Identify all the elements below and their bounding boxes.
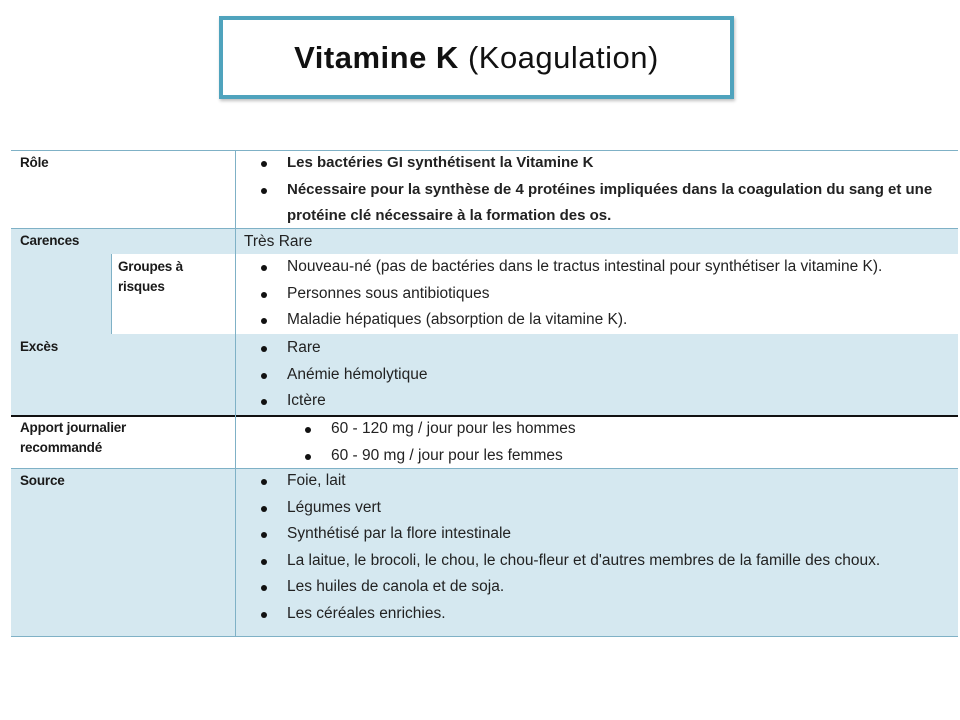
label-role: Rôle — [20, 155, 49, 170]
source-item: La laitue, le brocoli, le chou, le chou-fleur et d'autres membres de la famille des choux. — [253, 548, 953, 575]
label-source: Source — [20, 473, 65, 488]
source-item: Légumes vert — [253, 495, 953, 522]
source-item: Synthétisé par la flore intestinale — [253, 521, 953, 548]
apport-item: 60 - 120 mg / jour pour les hommes — [297, 416, 937, 443]
exces-item: Rare — [253, 335, 943, 362]
sub-divider — [111, 254, 112, 334]
risk-item: Maladie hépatiques (absorption de la vitamine K). — [253, 307, 953, 334]
title-box — [219, 16, 734, 99]
source-item: Les céréales enrichies. — [253, 601, 953, 628]
carences-value: Très Rare — [244, 233, 313, 250]
rule-bottom — [11, 636, 958, 637]
role-item: Nécessaire pour la synthèse de 4 protéines impliquées dans la coagulation du sang et une protéine clé nécessaire à la formation des os. — [253, 177, 943, 230]
source-item: Les huiles de canola et de soja. — [253, 574, 953, 601]
exces-item: Anémie hémolytique — [253, 362, 943, 389]
row-carences — [11, 228, 958, 254]
apport-list — [297, 416, 937, 469]
risk-list — [253, 254, 953, 334]
label-groupes-risques: Groupes à risques — [118, 259, 183, 294]
source-item: Foie, lait — [253, 468, 953, 495]
label-carences: Carences — [20, 233, 80, 248]
source-list — [253, 468, 953, 627]
label-apport: Apport journalier recommandé — [20, 420, 127, 455]
column-divider — [235, 150, 236, 636]
risk-item: Nouveau-né (pas de bactéries dans le tractus intestinal pour synthétiser la vitamine K). — [253, 254, 953, 281]
role-item: Les bactéries GI synthétisent la Vitamine K — [253, 150, 943, 177]
apport-item: 60 - 90 mg / jour pour les femmes — [297, 443, 937, 470]
role-list — [253, 150, 943, 230]
risk-item: Personnes sous antibiotiques — [253, 281, 953, 308]
title-main: Vitamine K — [294, 39, 459, 75]
exces-item: Ictère — [253, 388, 943, 415]
slide-title — [294, 40, 659, 76]
exces-list — [253, 335, 943, 415]
label-exces: Excès — [20, 339, 59, 354]
title-sub: (Koagulation) — [467, 39, 659, 75]
